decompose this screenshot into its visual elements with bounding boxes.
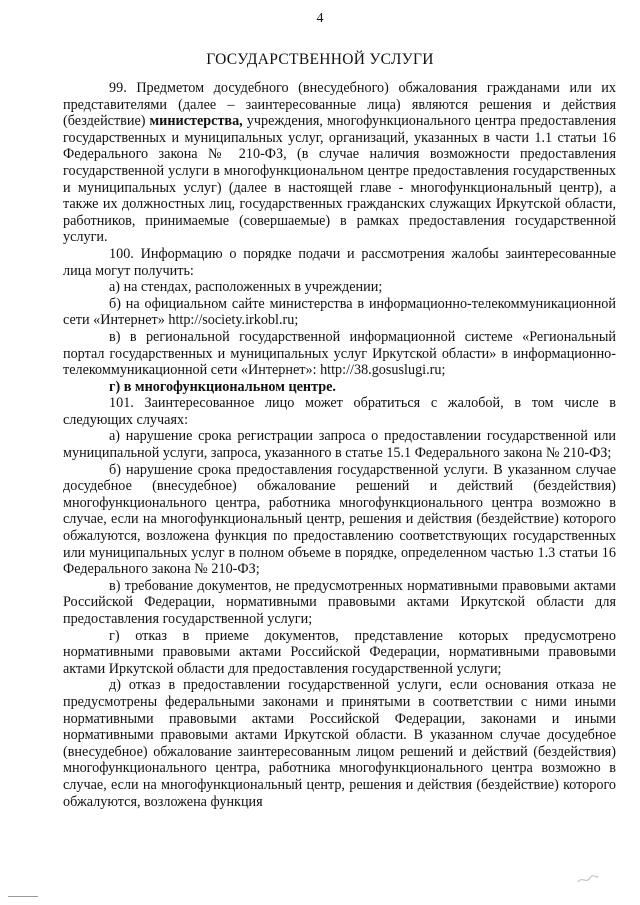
paragraph-100-g: г) в многофункциональном центре. [109,378,336,395]
paragraph-99-rest: учреждения, многофункционального центра предоставления государственных и муниципальных услуг, организаций, указанных в части 1.1 статьи 16 Федерального закона № 210-ФЗ, (в случае наличия возможности предоставления государственной услуги в многофункциональном центре предоставления государственных и муниципальных услуг) (далее в настоящей главе - многофункциональный центр), а также их должностных лиц, государственных гражданских служащих Иркутской области, работников, принимаемые (совершаемые) в рамках предоставления государственной услуги. [63,113,616,246]
paragraph-101: 101. Заинтересованное лицо может обратиться с жалобой, в том числе в следующих случаях: [63,395,616,428]
scan-mark-icon [576,872,600,886]
section-title: ГОСУДАРСТВЕННОЙ УСЛУГИ [206,51,434,68]
paragraph-99 [63,80,616,246]
paragraph-101-a: а) нарушение срока регистрации запроса о предоставлении государственной или муниципальной услуги, запроса, указанного в статье 15.1 Федерального закона № 210-ФЗ; [63,428,616,462]
paragraph-101-g: г) отказ в приеме документов, представление которых предусмотрено нормативными правовыми актами Российской Федерации, нормативными правовыми актами Иркутской области для предоставления государственной услуги; [63,627,616,677]
paragraph-99-text: 99. Предметом досудебного (внесудебного) обжалования гражданами или их представителями (далее – заинтересованные лица) являются решения и действия (бездействие) [63,80,616,130]
paragraph-101-v: в) требование документов, не предусмотренных нормативными правовыми актами Российской Федерации, нормативными правовыми актами Иркутской области для предоставления государственной услуги; [63,577,616,627]
paragraph-100-b: б) на официальном сайте министерства в информационно-телекоммуникационной сети «Интернет» http://society.irkobl.ru; [63,295,616,329]
footer-divider [8,896,38,897]
paragraph-101-d: д) отказ в предоставлении государственной услуги, если основания отказа не предусмотрены федеральными законами и принятыми в соответствии с ними иными нормативными правовыми актами Российской Федерации, законами и иными нормативными правовыми актами Иркутской области. В указанном случае досудебное (внесудебное) обжалование заинтересованным лицом решений и действий (бездействия) многофункционального центра, работника многофункционального центра возможно в случае, если на многофункциональный центр, решения и действия (бездействие) которого обжалуются, возложена функция [63,677,616,810]
paragraph-100-a: а) на стендах, расположенных в учреждении; [109,279,383,296]
paragraph-100-v: в) в региональной государственной информационной системе «Региональный портал государственных и муниципальных услуг Иркутской области» в информационно-телекоммуникационной сети «Интернет»: http://38.gosuslugi.ru; [63,328,616,379]
page-number: 4 [316,11,324,26]
paragraph-101-b: б) нарушение срока предоставления государственной услуги. В указанном случае досудебное (внесудебное) обжалование решений и действий (бездействия) многофункционального центра, работника многофункционального центра возможно в случае, если на многофункциональный центр, решения и действия (бездействие) которого обжалуются, возложена функция по предоставлению соответствующих государственных или муниципальных услуг в полном объеме в порядке, определенном частью 1.3 статьи 16 Федерального закона № 210-ФЗ; [63,461,616,578]
paragraph-99-bold: министерства, [149,113,243,130]
paragraph-100: 100. Информацию о порядке подачи и рассмотрения жалобы заинтересованные лица могут получить: [63,245,616,279]
document-body [63,80,616,810]
